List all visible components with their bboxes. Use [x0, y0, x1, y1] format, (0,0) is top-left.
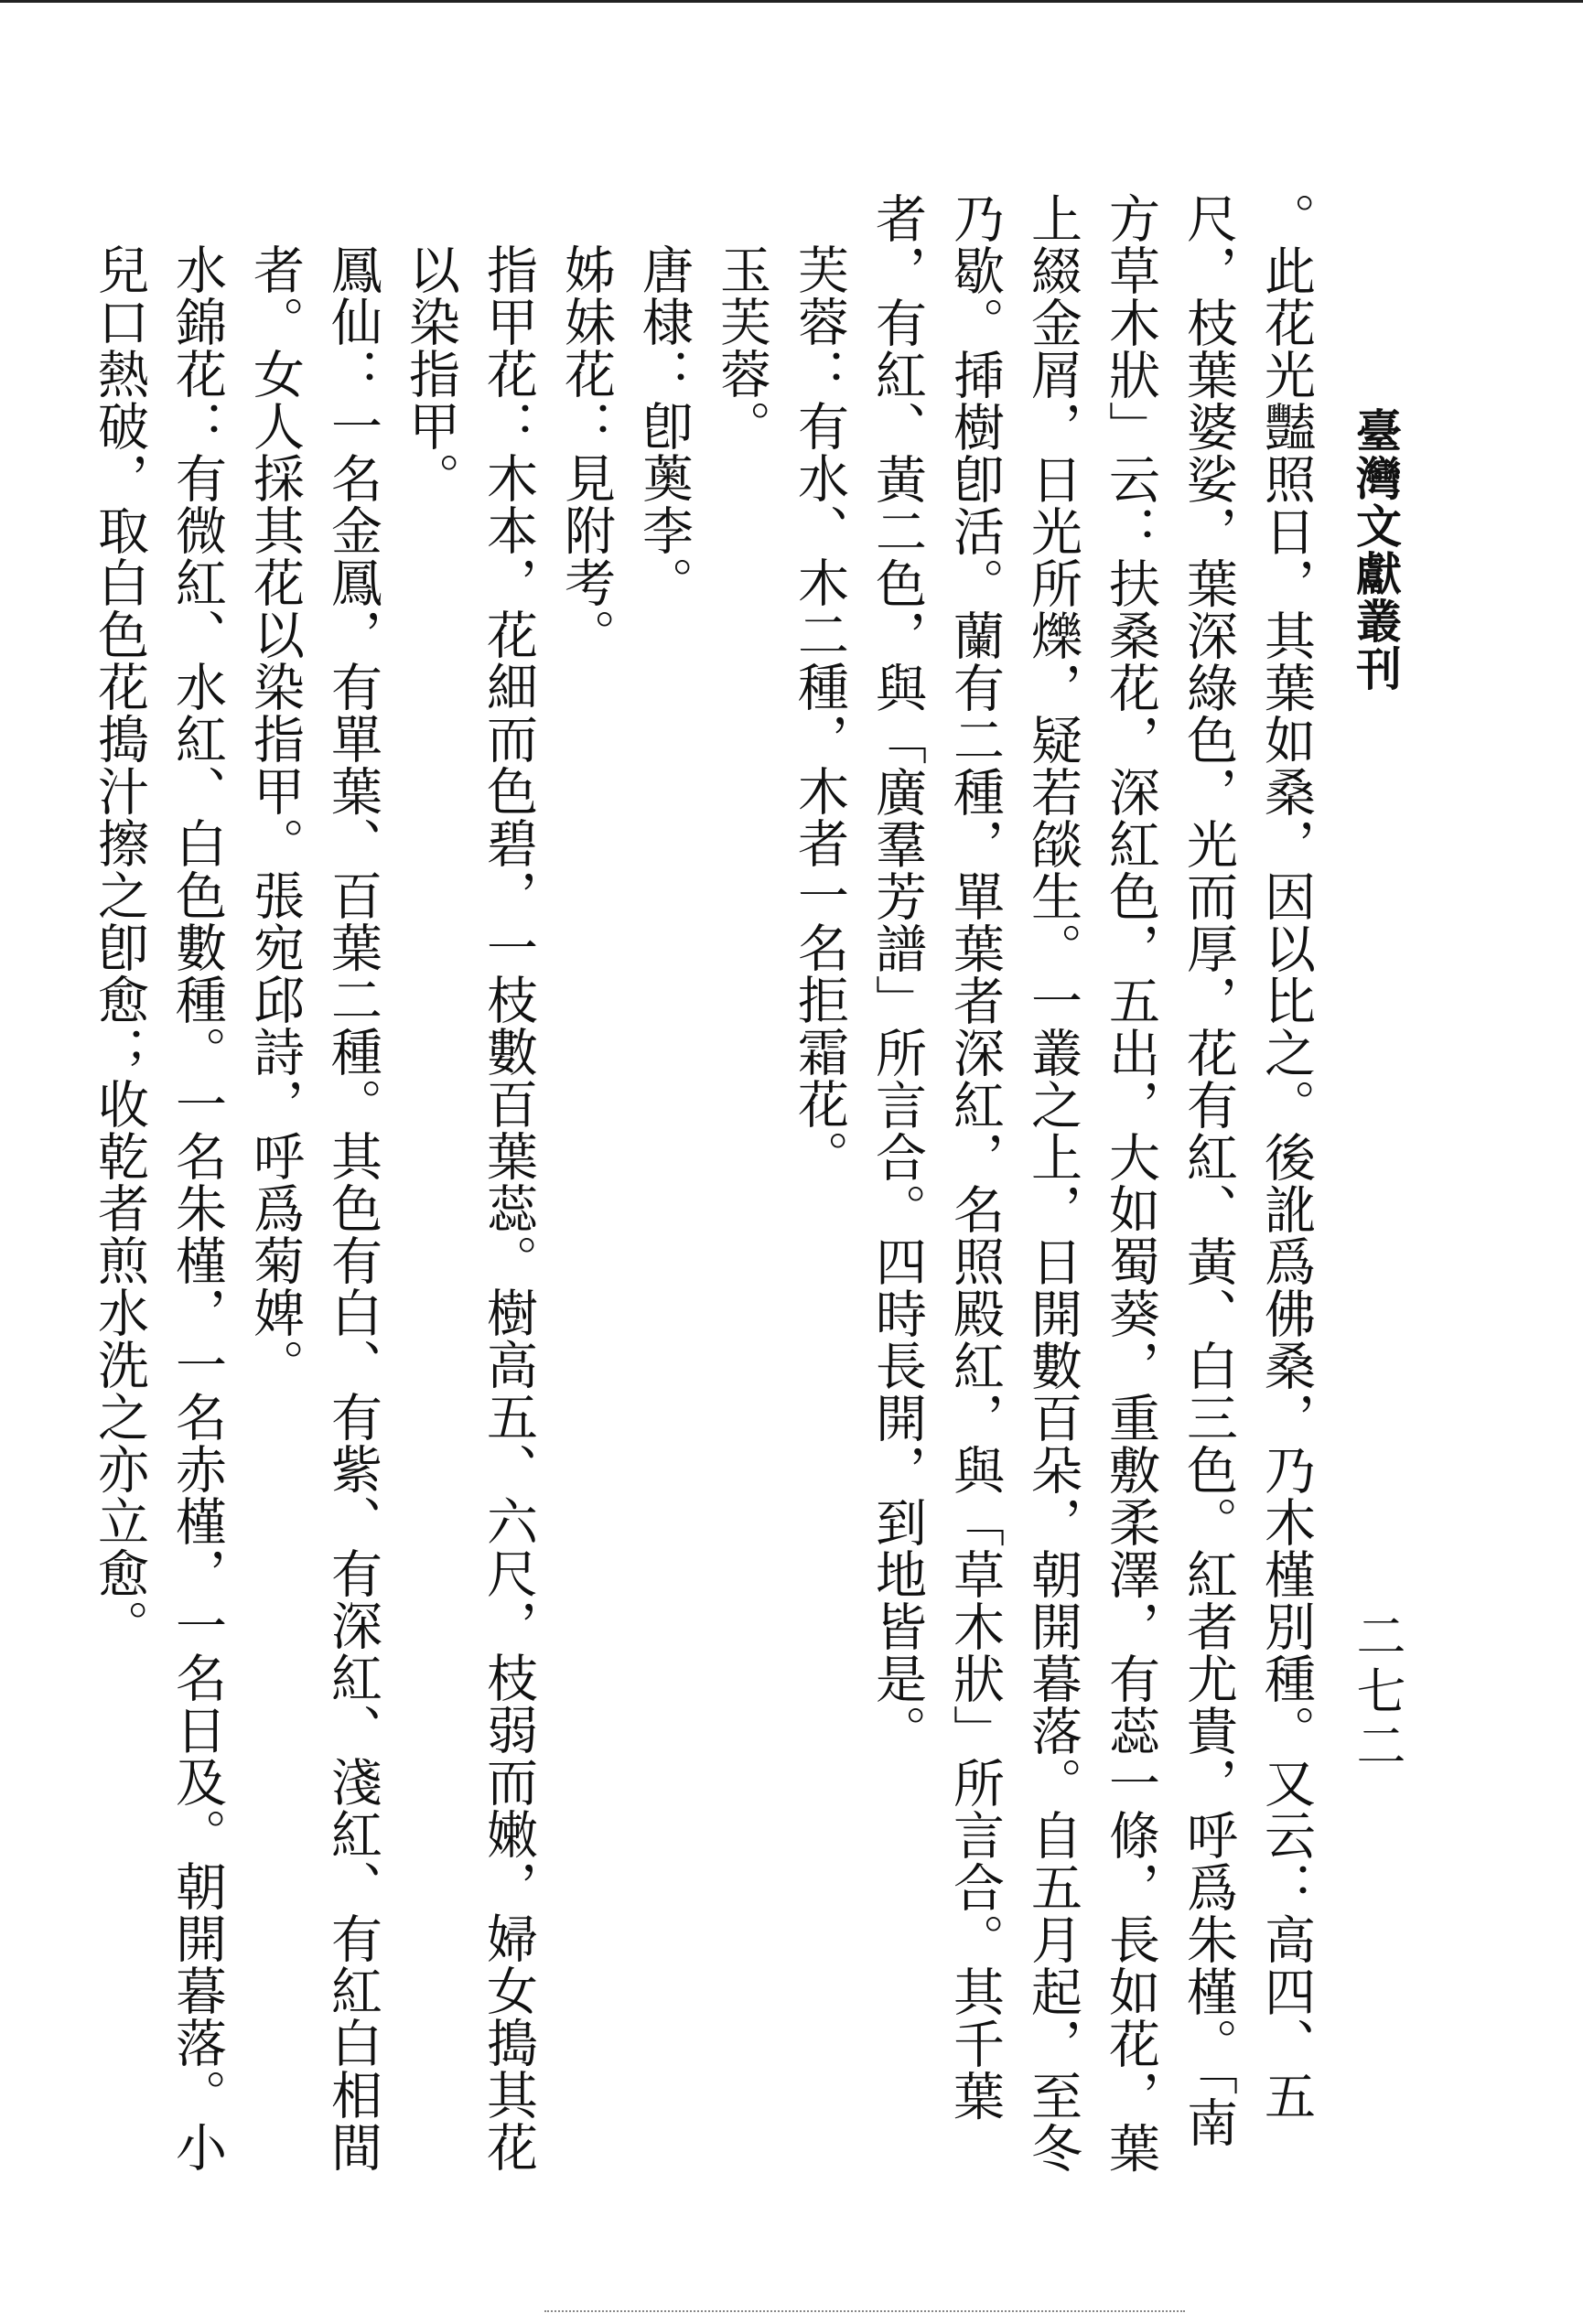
paragraph-fengxian: 鳳仙：一名金鳳，有單葉、百葉二種。其色有白、有紫、有深紅、淺紅、有紅白相間者。女人採其花以染指甲。張宛邱詩，呼爲菊婢。	[245, 243, 382, 2173]
running-title: 臺灣文獻叢刊	[1349, 407, 1403, 693]
main-text-block	[90, 192, 1325, 2187]
paragraph-zhijia-hua: 指甲花：木本，花細而色碧，一枝數百葉蕊。樹高五、六尺，枝弱而嫩，婦女搗其花以染指甲。	[401, 243, 538, 2173]
page-number: 二七二	[1349, 1610, 1406, 1775]
paragraph-furong: 芙蓉：有水、木二種，木者一名拒霜花。	[790, 243, 849, 1182]
top-border-line	[0, 0, 1583, 3]
paragraph-hibiscus: 。此花光豔照日，其葉如桑，因以比之。後訛爲佛桑，乃木槿別種。又云：高四、五尺，枝葉婆娑，葉深綠色，光而厚，花有紅、黃、白三色。紅者尤貴，呼爲朱槿。「南方草木狀」云：扶桑花，深紅色，五出，大如蜀葵，重敷柔澤，有蕊一條，長如花，葉上綴金屑，日光所爍，疑若燄生。一叢之上，日開數百朵，朝開暮落。自五月起，至冬乃歇。揷樹卽活。蘭有二種，單葉者深紅，名照殿紅，與「草木狀」所言合。其千葉者，有紅、黃二色，與「廣羣芳譜」所言合。四時長開，到地皆是。	[867, 192, 1316, 2174]
bottom-scan-artifact	[544, 2310, 1185, 2314]
paragraph-tangdi: 唐棣：卽薁李。	[634, 243, 694, 608]
paragraph-shuijin-hua: 水錦花：有微紅、水紅、白色數種。一名朱槿，一名赤槿，一名日及。朝開暮落。小兒口熱破，取白色花搗汁擦之卽愈；收乾者煎水洗之亦立愈。	[90, 243, 227, 2173]
paragraph-zimei-hua: 姊妹花：見附考。	[556, 243, 616, 661]
paragraph-yu-furong: 玉芙蓉。	[712, 243, 771, 452]
